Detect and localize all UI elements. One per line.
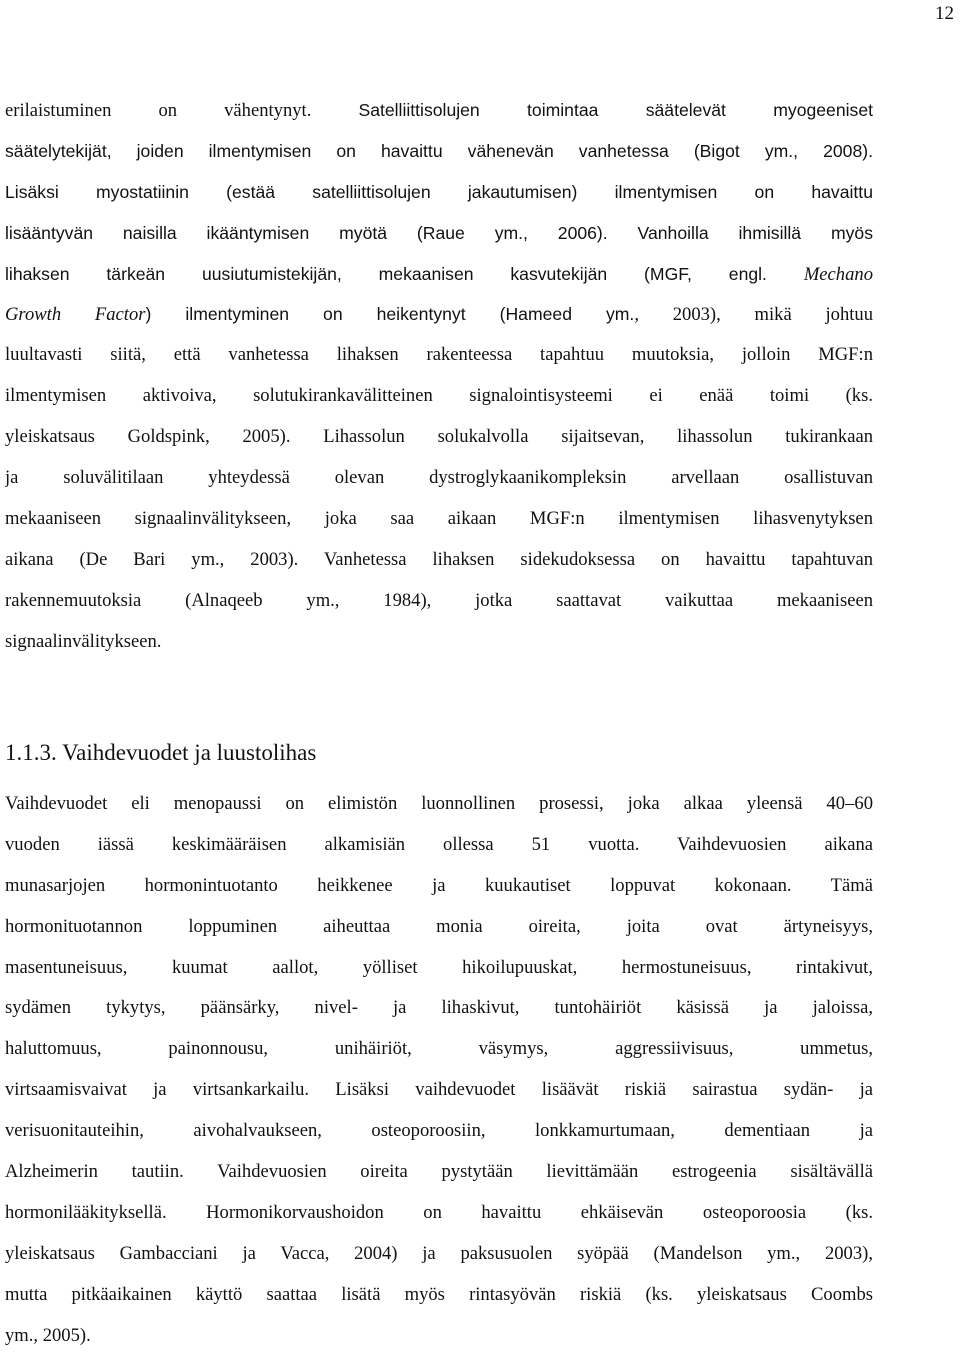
text-run: lisääntyvän naisilla ikääntymisen myötä (Raue ym., 2006). Vanhoilla ihmisillä myös [5,222,873,243]
page-number: 12 [935,3,954,24]
text-line [5,622,873,663]
section-title: Vaihdevuodet ja luustolihas [62,740,317,765]
text-line: mutta pitkäaikainen käyttö saattaa lisätä myös rintasyövän riskiä (ks. yleiskatsaus Coombs [5,1283,873,1305]
paragraph-muscle-aging [5,90,873,662]
paragraph-menopause [5,784,873,1356]
text-line [5,294,873,335]
text-run: lihaksen tärkeän uusiutumistekijän, mekaanisen kasvutekijän (MGF, engl. [5,263,804,284]
text-run: rakennemuutoksia (Alnaqeeb ym., 1984), jotka saattavat vaikuttaa mekaaniseen [5,589,873,611]
text-run: yleiskatsaus Goldspink, 2005). Lihassolun solukalvolla sijaitsevan, lihassolun tukirankaan [5,426,873,448]
text-run: Satelliittisolujen toimintaa säätelevät myogeeniset [358,100,873,120]
text-line [5,213,873,254]
text-line [5,254,873,295]
text-line [5,499,873,540]
text-line [5,131,873,172]
text-line: munasarjojen hormonintuotanto heikkenee ja kuukautiset loppuvat kokonaan. Tämä [5,874,873,896]
text-run: ja soluvälitilaan yhteydessä olevan dystroglykaanikompleksin arvellaan osallistuvan [5,467,873,489]
text-line [5,458,873,499]
text-line [5,90,873,131]
text-line [5,172,873,213]
text-line: Vaihdevuodet eli menopaussi on elimistön luonnollinen prosessi, joka alkaa yleensä 40–60 [5,793,873,814]
text-line: virtsaamisvaivat ja virtsankarkailu. Lisäksi vaihdevuodet lisäävät riskiä sairastua sydän- ja [5,1079,873,1101]
text-run: signaalinvälitykseen. [5,630,162,652]
text-line: yleiskatsaus Gambacciani ja Vacca, 2004) ja paksusuolen syöpää (Mandelson ym., 2003), [5,1242,873,1264]
text-line: verisuonitauteihin, aivohalvaukseen, osteoporoosiin, lonkkamurtumaan, dementiaan ja [5,1120,873,1142]
text-line: sydämen tykytys, päänsärky, nivel- ja lihaskivut, tuntohäiriöt käsissä ja jaloissa, [5,997,873,1019]
text-line [5,581,873,622]
text-line [5,417,873,458]
text-run: aikana (De Bari ym., 2003). Vanhetessa lihaksen sidekudoksessa on havaittu tapahtuvan [5,548,873,570]
text-run: ilmentymisen aktivoiva, solutukirankavälitteinen signalointisysteemi ei enää toimi (ks. [5,385,873,407]
text-line: hormonituotannon loppuminen aiheuttaa monia oireita, joita ovat ärtyneisyys, [5,915,873,937]
section-number: 1.1.3. [5,740,57,765]
italic-term: Mechano [803,263,873,285]
text-line: vuoden iässä keskimääräisen alkamisiän ollessa 51 vuotta. Vaihdevuosien aikana [5,833,873,855]
text-run: , 2003), mikä johtuu [634,304,873,326]
text-run: luultavasti siitä, että vanhetessa lihaksen rakenteessa tapahtuu muutoksia, jolloin MGF:n [5,344,873,366]
text-run: säätelytekijät, joiden ilmentymisen on havaittu vähenevän vanhetessa (Bigot ym., 2008). [5,140,873,161]
text-line [5,376,873,417]
text-line: masentuneisuus, kuumat aallot, yölliset hikoilupuuskat, hermostuneisuus, rintakivut, [5,956,873,978]
text-line: haluttomuus, painonnousu, unihäiriöt, väsymys, aggressiivisuus, ummetus, [5,1038,873,1060]
section-heading [5,735,316,771]
text-line [5,540,873,581]
text-run: ) ilmentyminen on heikentynyt (Hameed ym. [145,304,635,325]
italic-term: Growth Factor [5,304,146,326]
text-line [5,335,873,376]
text-line: hormonilääkityksellä. Hormonikorvaushoidon on havaittu ehkäisevän osteoporoosia (ks. [5,1201,873,1223]
text-line: ym., 2005). [5,1324,91,1346]
text-line: Alzheimerin tautiin. Vaihdevuosien oireita pystytään lievittämään estrogeenia sisältävällä [5,1161,873,1183]
text-run: mekaaniseen signaalinvälitykseen, joka saa aikaan MGF:n ilmentymisen lihasvenytyksen [5,507,873,529]
text-run: erilaistuminen on vähentynyt. [5,100,359,121]
text-run: Lisäksi myostatiinin (estää satelliittisolujen jakautumisen) ilmentymisen on havaittu [5,181,873,202]
